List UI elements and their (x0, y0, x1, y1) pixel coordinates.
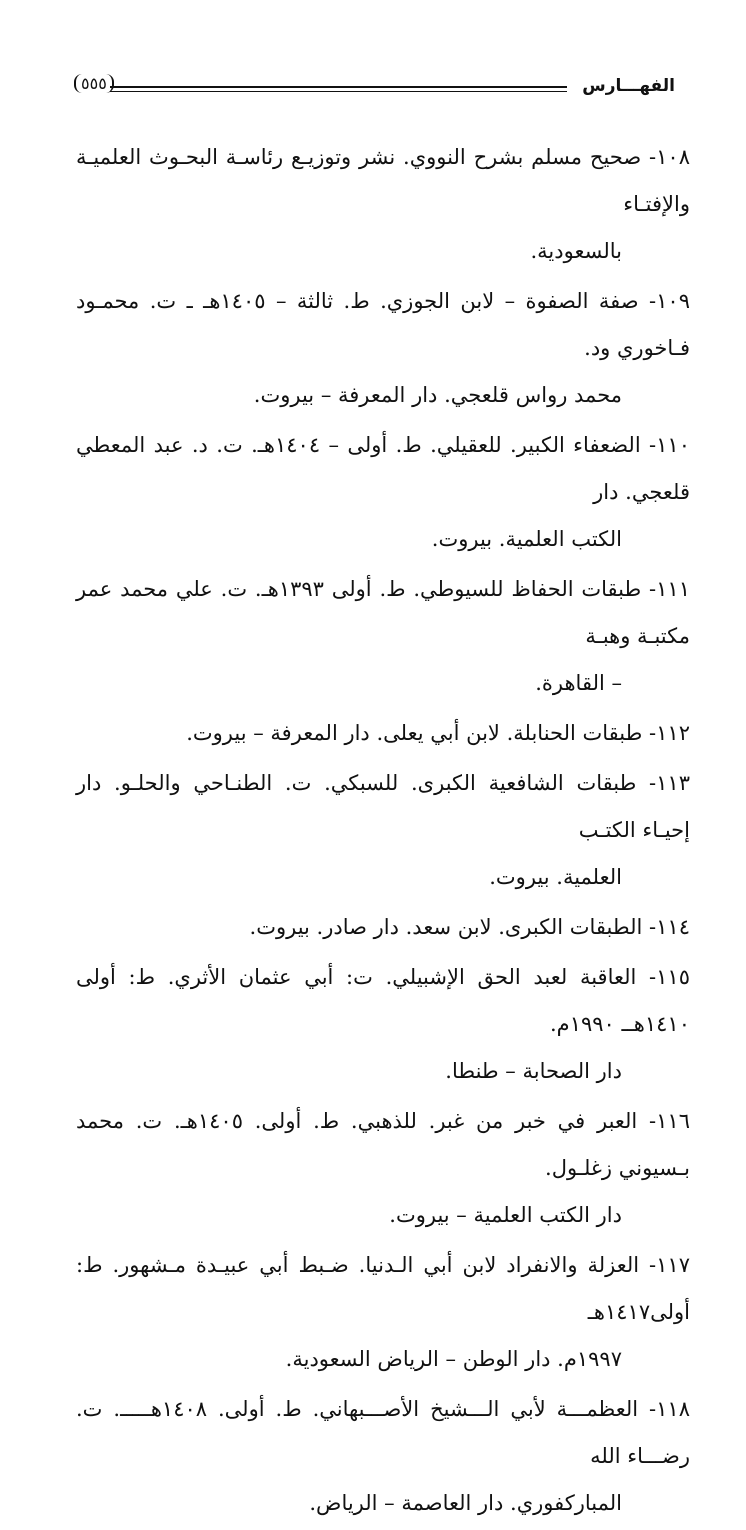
bibliography-entry (76, 710, 690, 757)
entry-number: ١١٣- (649, 771, 690, 795)
entry-number: ١١٤- (649, 915, 690, 939)
entry-continuation: دار الكتب العلمية – بيروت. (389, 1203, 622, 1227)
entry-number: ١١٢- (649, 721, 690, 745)
entry-number: ١١٧- (649, 1253, 690, 1277)
entry-line: ١٠٩- صفة الصفوة – لابن الجوزي. ط. ثالثة – ١٤٠٥هـ ـ ت. محمـود فـاخوري ود. (76, 289, 690, 360)
entry-number: ١١١- (649, 577, 690, 601)
bibliography-entry (76, 278, 690, 419)
entry-continuation: المباركفوري. دار العاصمة – الرياض. (309, 1491, 622, 1515)
bibliography-entry (76, 760, 690, 901)
entry-line: ١١٢- طبقات الحنابلة. لابن أبي يعلى. دار المعرفة – بيروت. (186, 721, 690, 745)
header-rule (110, 86, 567, 92)
entry-continuation: العلمية. بيروت. (489, 865, 622, 889)
entry-number: ١١٨- (649, 1397, 690, 1421)
entry-number: ١١٠- (649, 433, 690, 457)
bibliography-entry (76, 954, 690, 1095)
bibliography-entry (76, 1098, 690, 1239)
entry-number: ١٠٨- (649, 145, 690, 169)
bibliography-entry (76, 1386, 690, 1527)
entry-line: ١١٣- طبقات الشافعية الكبرى. للسبكي. ت. الطنـاحي والحلـو. دار إحيـاء الكتـب (76, 771, 690, 842)
entry-line: ١١٦- العبر في خبر من غبر. للذهبي. ط. أولى. ١٤٠٥هـ. ت. محمد بـسيوني زغلـول. (76, 1109, 690, 1180)
entry-number: ١١٦- (649, 1109, 690, 1133)
bibliography-entry (76, 566, 690, 707)
entry-line: ١١٧- العزلة والانفراد لابن أبي الـدنيا. ضـبط أبي عبيـدة مـشهور. ط: أولى١٤١٧هـ (76, 1253, 690, 1324)
bibliography-entry (76, 134, 690, 275)
entry-line: ١١٨- العظمـــة لأبي الـــشيخ الأصـــبهاني. ط. أولى. ١٤٠٨هـــــ. ت. رضـــاء الله (76, 1397, 690, 1468)
page-number: ٥٥٥ (74, 74, 114, 93)
entry-continuation: محمد رواس قلعجي. دار المعرفة – بيروت. (253, 383, 622, 407)
bibliography-list (76, 134, 690, 1530)
bibliography-entry (76, 422, 690, 563)
entry-number: ١١٥- (649, 965, 690, 989)
entry-line: ١١١- طبقات الحفاظ للسيوطي. ط. أولى ١٣٩٣هـ. ت. علي محمد عمر مكتبـة وهبـة (76, 577, 690, 648)
entry-line: ١٠٨- صحيح مسلم بشرح النووي. نشر وتوزيـع رئاسـة البحـوث العلميـة والإفتـاء (76, 145, 690, 216)
entry-continuation: دار الصحابة – طنطا. (445, 1059, 622, 1083)
entry-continuation: – القاهرة. (535, 671, 622, 695)
section-title: الفهـــارس (582, 76, 675, 96)
entry-line: ١١٤- الطبقات الكبرى. لابن سعد. دار صادر. بيروت. (249, 915, 690, 939)
bibliography-entry (76, 1242, 690, 1383)
entry-continuation: الكتب العلمية. بيروت. (431, 527, 622, 551)
entry-line: ١١٥- العاقبة لعبد الحق الإشبيلي. ت: أبي عثمان الأثري. ط: أولى ١٤١٠هــ ١٩٩٠م. (76, 965, 690, 1036)
bibliography-entry (76, 904, 690, 951)
entry-continuation: بالسعودية. (530, 239, 622, 263)
entry-continuation: ١٩٩٧م. دار الوطن – الرياض السعودية. (285, 1347, 622, 1371)
running-header (70, 70, 675, 110)
entry-line: ١١٠- الضعفاء الكبير. للعقيلي. ط. أولى – ١٤٠٤هـ. ت. د. عبد المعطي قلعجي. دار (76, 433, 690, 504)
entry-number: ١٠٩- (649, 289, 690, 313)
